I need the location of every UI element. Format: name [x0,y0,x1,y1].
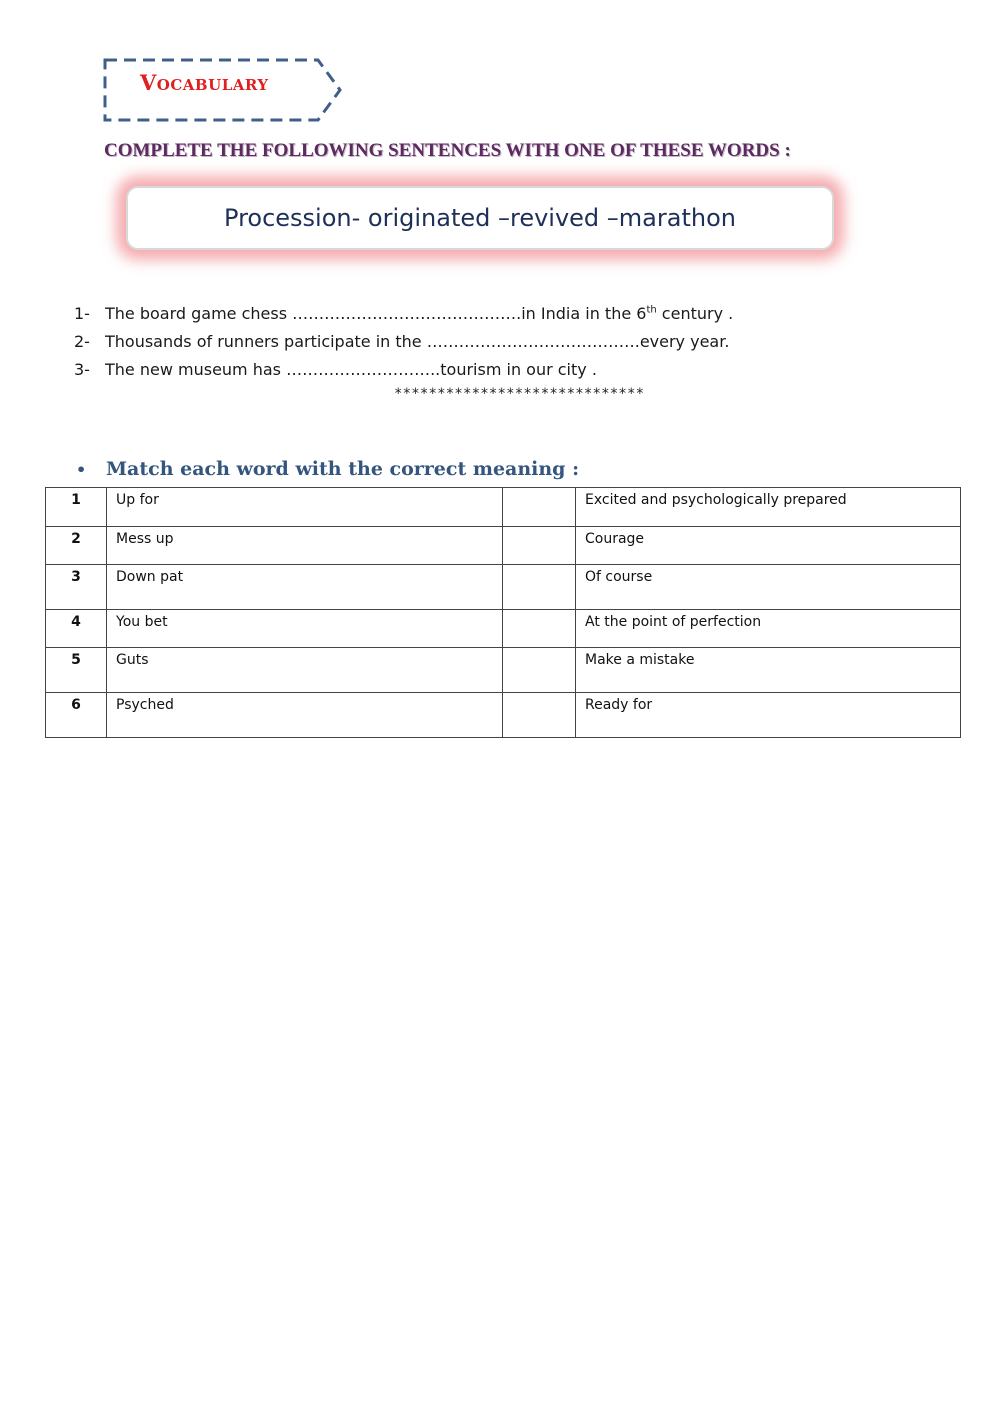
match-heading-text: Match each word with the correct meaning : [106,458,580,480]
word-cell: Mess up [107,527,503,565]
meaning-cell: Make a mistake [576,648,961,693]
row-number: 1 [46,488,107,527]
meaning-cell: Ready for [576,693,961,738]
answer-cell [503,565,576,610]
answer-cell [503,648,576,693]
sentence-number: 3- [74,360,90,379]
match-heading [76,458,579,480]
match-table [45,487,961,738]
table-row [46,610,961,648]
separator-stars: ***************************** [394,386,645,402]
word-cell: You bet [107,610,503,648]
answer-cell [503,488,576,527]
word-cell: Guts [107,648,503,693]
meaning-cell: At the point of perfection [576,610,961,648]
table-row [46,488,961,527]
table-row [46,693,961,738]
instruction-heading: COMPLETE THE FOLLOWING SENTENCES WITH ONE OF THESE WORDS : [104,140,791,161]
word-cell: Psyched [107,693,503,738]
row-number: 4 [46,610,107,648]
sentence-text: Thousands of runners participate in the ………………………………….every year. [105,332,730,351]
meaning-cell: Of course [576,565,961,610]
sentence-1 [74,304,733,323]
word-bank-text: Procession- originated –revived –marathon [224,204,736,232]
word-cell: Down pat [107,565,503,610]
word-bank-box [126,186,834,250]
row-number: 6 [46,693,107,738]
meaning-cell: Courage [576,527,961,565]
sentence-3 [74,360,597,379]
sentence-number: 1- [74,304,90,323]
row-number: 2 [46,527,107,565]
vocabulary-title: Vocabulary [140,70,269,95]
ordinal-suffix: th [646,304,657,316]
sentence-number: 2- [74,332,90,351]
table-row [46,527,961,565]
sentence-text: The board game chess …………………………………….in India in the 6 [105,304,647,323]
answer-cell [503,527,576,565]
sentence-text: The new museum has ………………………..tourism in our city . [105,360,597,379]
table-row [46,565,961,610]
sentence-2 [74,332,729,351]
row-number: 3 [46,565,107,610]
bullet-icon: • [76,460,87,479]
answer-cell [503,610,576,648]
table-row [46,648,961,693]
sentence-text-end: century . [656,304,734,323]
answer-cell [503,693,576,738]
row-number: 5 [46,648,107,693]
meaning-cell: Excited and psychologically prepared [576,488,961,527]
word-cell: Up for [107,488,503,527]
